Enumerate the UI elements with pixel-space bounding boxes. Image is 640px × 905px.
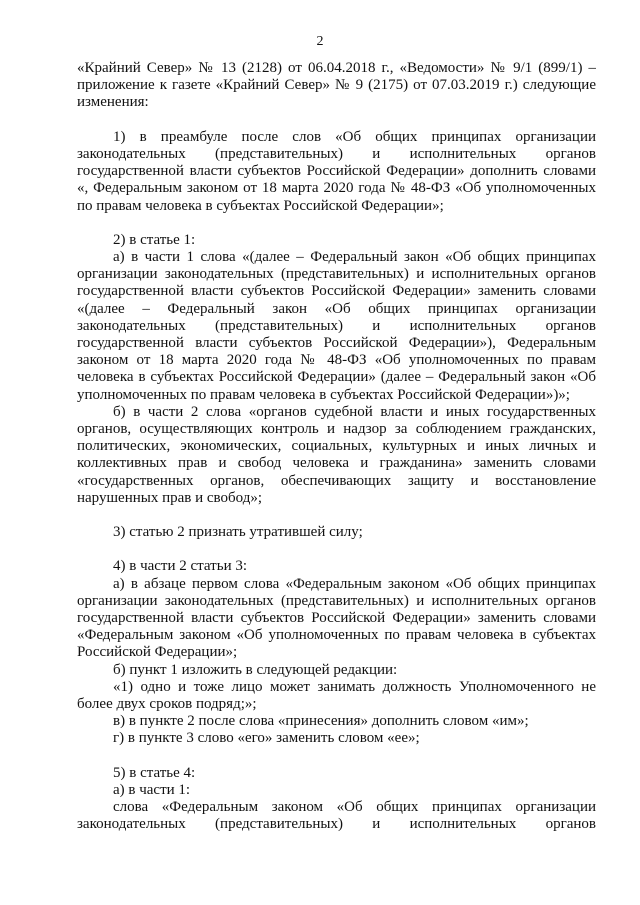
text-line: законодательных (представительных) и исполнительных органов (77, 145, 596, 162)
paragraph-item-1 (77, 129, 596, 215)
text-line: г) в пункте 3 слово «его» заменить словом «ее»; (113, 730, 420, 747)
text-line: 1) в преамбуле после слов «Об общих принципах организации (113, 128, 596, 145)
text-line: законодательных (представительных) и исполнительных органов (77, 816, 596, 833)
text-line: «(далее – Федеральный закон «Об общих принципах организации (77, 300, 596, 317)
text-line: а) в части 1: (113, 781, 191, 798)
text-line: законом от 18 марта 2020 года № 48-ФЗ «Об уполномоченных по правам (77, 352, 596, 369)
text-line: государственной власти субъектов Российской Федерации» заменить словами (77, 283, 596, 300)
text-line: б) пункт 1 изложить в следующей редакции: (113, 661, 398, 678)
text-line: 4) в части 2 статьи 3: (113, 558, 248, 575)
paragraph-item-3 (77, 524, 596, 541)
text-line: приложение к газете «Крайний Север» № 9 (2175) от 07.03.2019 г.) следующие (77, 77, 596, 94)
paragraph-item-4 (77, 558, 596, 747)
text-line: политических, экономических, социальных, культурных и иных личных и (77, 438, 596, 455)
text-line: изменения: (77, 94, 149, 111)
text-line: в) в пункте 2 после слова «принесения» дополнить словом «им»; (113, 713, 529, 730)
text-line: нарушенных прав и свобод»; (77, 489, 263, 506)
paragraph-gap (77, 541, 596, 558)
text-line: «1) одно и тоже лицо может занимать должность Уполномоченного не (113, 678, 596, 695)
text-line: уполномоченных по правам человека в субъектах Российской Федерации»)»; (77, 386, 570, 403)
text-line: государственной власти субъектов Российской Федерации»), Федеральным (77, 335, 596, 351)
paragraph-gap (77, 748, 596, 765)
text-line: организации законодательных (представительных) и исполнительных органов (77, 592, 596, 609)
paragraph-gap (77, 507, 596, 524)
paragraph-gap (77, 112, 596, 129)
text-line: 5) в статье 4: (113, 764, 196, 781)
text-line: более двух сроков подряд;»; (77, 695, 257, 712)
page-number: 2 (316, 34, 324, 49)
text-line: «, Федеральным законом от 18 марта 2020 года № 48-ФЗ «Об уполномоченных (77, 180, 596, 197)
text-line: организации законодательных (представительных) и исполнительных органов (77, 266, 596, 283)
text-line: государственной власти субъектов Российской Федерации» заменить словами (77, 610, 596, 626)
paragraph-item-5 (77, 765, 596, 834)
text-line: 2) в статье 1: (113, 231, 196, 248)
text-line: коллективных прав и свобод человека и гражданина» заменить словами (77, 455, 596, 472)
text-line: «Крайний Север» № 13 (2128) от 06.04.2018 г., «Ведомости» № 9/1 (899/1) – (77, 60, 596, 76)
paragraph-item-2 (77, 232, 596, 507)
text-line: Российской Федерации»; (77, 644, 238, 661)
text-line: б) в части 2 слова «органов судебной власти и иных государственных (113, 403, 596, 420)
text-line: по правам человека в субъектах Российской Федерации»; (77, 197, 444, 214)
text-line: государственной власти субъектов Российской Федерации» дополнить словами (77, 163, 596, 180)
paragraph-gap (77, 215, 596, 232)
document-body (77, 60, 596, 833)
text-line: органов, осуществляющих контроль и надзор за соблюдением гражданских, (77, 420, 596, 437)
paragraph-intro (77, 60, 596, 112)
text-line: а) в части 1 слова «(далее – Федеральный закон «Об общих принципах (113, 249, 596, 266)
text-line: 3) статью 2 признать утратившей силу; (113, 524, 363, 541)
text-line: «государственных органов, обеспечивающих защиту и восстановление (77, 472, 596, 489)
text-line: человека в субъектах Российской Федерации» (далее – Федеральный закон «Об (77, 369, 596, 386)
text-line: законодательных (представительных) и исполнительных органов (77, 317, 596, 334)
text-line: «Федеральным законом «Об уполномоченных по правам человека в субъектах (77, 627, 596, 644)
text-line: слова «Федеральным законом «Об общих принципах организации (113, 799, 596, 816)
text-line: а) в абзаце первом слова «Федеральным законом «Об общих принципах (113, 575, 596, 592)
